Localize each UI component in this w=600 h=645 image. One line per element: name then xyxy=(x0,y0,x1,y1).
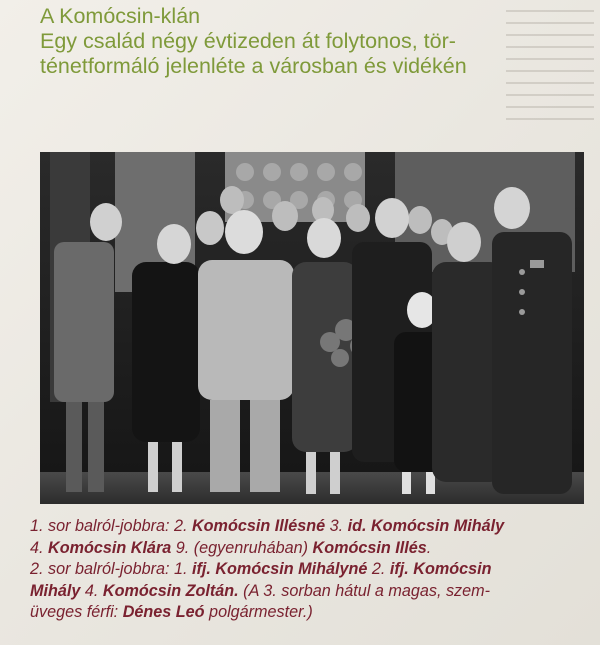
photo-caption xyxy=(30,516,596,624)
caption-text: üveges férfi: xyxy=(30,603,123,621)
caption-text: . xyxy=(426,538,432,557)
caption-line-3 xyxy=(30,559,596,581)
caption-name-komocsin-illes: Komócsin Illés xyxy=(312,538,427,557)
caption-row-label-1: 1. sor balról-jobbra: 2. xyxy=(30,517,192,535)
caption-name-komocsin-klara: Komócsin Klára xyxy=(48,538,172,557)
caption-name-ifj-komocsin-mihalyne: ifj. Komócsin Mihályné xyxy=(191,560,368,578)
caption-text: (A 3. sorban hátul a magas, szem- xyxy=(238,581,491,600)
caption-line-4 xyxy=(30,581,596,603)
caption-text: 3. xyxy=(325,517,348,535)
caption-name-id-komocsin-mihaly: id. Komócsin Mihály xyxy=(347,517,505,535)
caption-name-denes-leo: Dénes Leó xyxy=(122,603,205,621)
caption-text: 4. xyxy=(80,581,103,600)
heading-subtitle-line-2: ténetformáló jelenléte a városban és vidékén xyxy=(40,54,467,78)
heading-subtitle-line-1: Egy család négy évtizeden át folytonos, tör- xyxy=(40,29,456,53)
caption-text: 2. xyxy=(367,560,390,578)
caption-line-5 xyxy=(30,602,596,624)
caption-line-1 xyxy=(30,516,596,538)
caption-text: 9. (egyenruhában) xyxy=(171,538,313,557)
caption-name-komocsin-zoltan: Komócsin Zoltán. xyxy=(102,581,239,600)
caption-row-label-2: 2. sor balról-jobbra: 1. xyxy=(30,560,192,578)
caption-name-ifj-komocsin: ifj. Komócsin xyxy=(389,560,492,578)
page-heading xyxy=(40,4,592,79)
caption-text: polgármester.) xyxy=(204,603,313,621)
photo-illustration xyxy=(40,152,584,504)
caption-text: 4. xyxy=(30,538,48,557)
caption-name-mihaly: Mihály xyxy=(30,581,81,600)
caption-name-komocsin-illesne: Komócsin Illésné xyxy=(191,517,326,535)
group-portrait-photo xyxy=(40,152,584,504)
heading-title: A Komócsin-klán xyxy=(40,4,201,28)
caption-line-2 xyxy=(30,538,596,560)
